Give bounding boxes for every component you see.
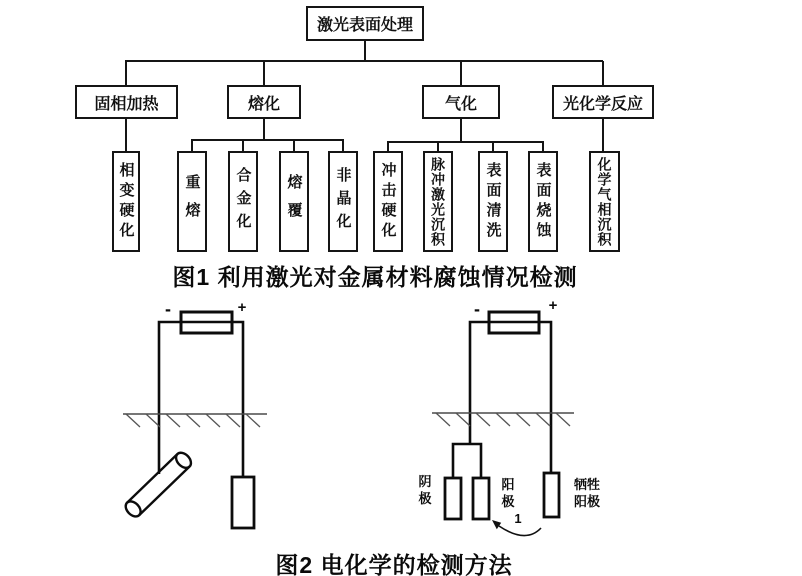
node-photochemical-reaction: 光化学反应	[552, 85, 654, 119]
node-solid-phase-heating: 固相加热	[75, 85, 178, 119]
anode-electrode	[473, 478, 489, 519]
node-phase-change-hardening: 相变硬化	[112, 151, 140, 252]
sacrificial-anode-label: 牺牲阳极	[573, 477, 600, 509]
node-vaporization: 气化	[422, 85, 500, 119]
right-minus-label: -	[474, 300, 480, 319]
connector-line	[191, 139, 344, 141]
connector-line	[492, 142, 494, 151]
anode-label: 阳极	[501, 477, 515, 509]
connector-line	[460, 118, 462, 142]
connector-line	[263, 118, 265, 140]
left-cell	[123, 300, 267, 528]
left-plus-label: +	[237, 300, 247, 316]
callout-number: 1	[514, 511, 522, 526]
sacrificial-anode-electrode	[544, 473, 559, 517]
cathode-electrode	[445, 478, 461, 519]
connector-line	[191, 140, 193, 151]
connector-line	[342, 140, 344, 151]
cathode-label: 阴极	[418, 474, 432, 506]
connector-line	[602, 118, 604, 151]
left-cell-wires	[159, 322, 243, 477]
left-plate-electrode	[232, 477, 254, 528]
connector-line	[364, 40, 366, 61]
connector-line	[125, 60, 603, 62]
fig2-schematic	[0, 300, 802, 546]
node-alloying: 合金化	[228, 151, 258, 252]
connector-line	[387, 142, 389, 151]
left-minus-label: -	[165, 300, 171, 319]
connector-line	[263, 61, 265, 85]
connector-line	[437, 142, 439, 151]
node-pulsed-laser-deposition: 脉冲激光沉积	[423, 151, 453, 252]
connector-line	[460, 61, 462, 85]
node-cladding: 熔覆	[279, 151, 309, 252]
node-chemical-vapor-deposition: 化学气相沉积	[589, 151, 620, 252]
connector-line	[125, 61, 127, 85]
right-plus-label: +	[548, 300, 558, 314]
connector-line	[242, 140, 244, 151]
node-remelting: 重熔	[177, 151, 207, 252]
connector-line	[387, 141, 544, 143]
node-surface-ablation: 表面烧蚀	[528, 151, 558, 252]
connector-line	[542, 142, 544, 151]
fig1-caption: 图1 利用激光对金属材料腐蚀情况检测	[172, 264, 578, 290]
node-laser-surface-treatment: 激光表面处理	[306, 6, 424, 41]
node-amorphization: 非晶化	[328, 151, 358, 252]
electrode-pair-splitter	[453, 444, 481, 478]
connector-line	[602, 61, 604, 85]
fig2-caption: 图2 电化学的检测方法	[275, 552, 513, 576]
node-surface-cleaning: 表面清洗	[478, 151, 508, 252]
node-shock-hardening: 冲击硬化	[373, 151, 403, 252]
node-melting: 熔化	[227, 85, 301, 119]
left-ground-hatching	[126, 414, 260, 427]
connector-line	[293, 140, 295, 151]
connector-line	[125, 118, 127, 151]
